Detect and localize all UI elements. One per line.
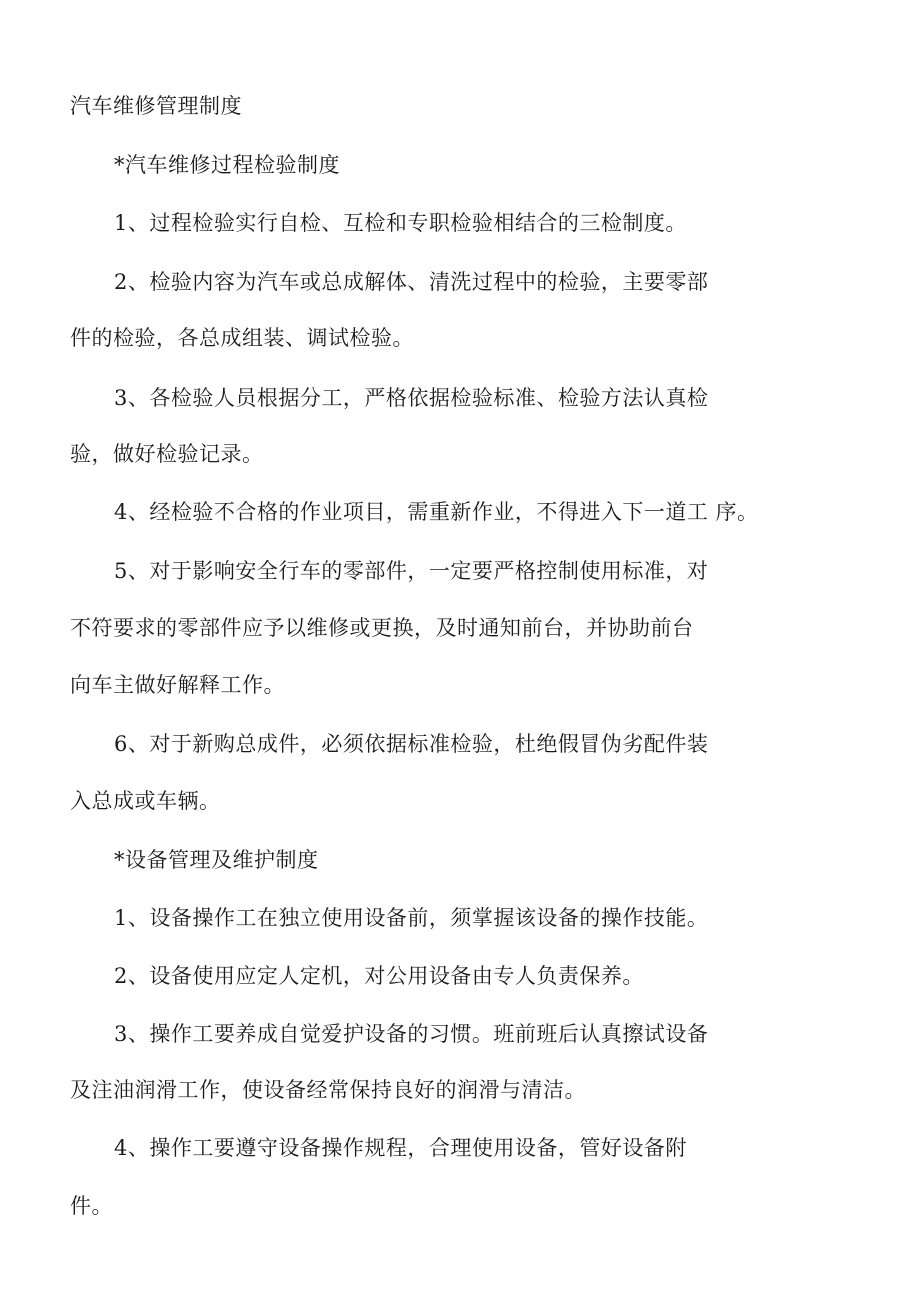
section-heading: *设备管理及维护制度 [114,848,319,872]
paragraph-line: 验，做好检验记录。 [70,442,264,466]
paragraph-line: 1、过程检验实行自检、互检和专职检验相结合的三检制度。 [114,211,687,235]
paragraph-line: 3、操作工要养成自觉爱护设备的习惯。班前班后认真擦试设备 [114,1022,709,1046]
paragraph-line: 2、检验内容为汽车或总成解体、清洗过程中的检验，主要零部 [114,270,709,294]
paragraph-line: 2、设备使用应定人定机，对公用设备由专人负责保养。 [114,964,644,988]
section-heading: *汽车维修过程检验制度 [114,153,340,177]
paragraph-line: 及注油润滑工作，使设备经常保持良好的润滑与清洁。 [70,1078,586,1102]
document-title: 汽车维修管理制度 [70,94,242,118]
paragraph-line: 件。 [70,1194,113,1218]
paragraph-line: 3、各检验人员根据分工，严格依据检验标准、检验方法认真检 [114,386,709,410]
paragraph-line: 6、对于新购总成件，必须依据标准检验，杜绝假冒伪劣配件装 [114,732,709,756]
paragraph-line: 4、经检验不合格的作业项目，需重新作业，不得进入下一道工 序。 [114,500,759,524]
paragraph-line: 4、操作工要遵守设备操作规程，合理使用设备，管好设备附 [114,1136,687,1160]
paragraph-line: 件的检验，各总成组装、调试检验。 [70,326,414,350]
paragraph-line: 1、设备操作工在独立使用设备前，须掌握该设备的操作技能。 [114,906,709,930]
paragraph-line: 向车主做好解释工作。 [70,673,285,697]
paragraph-line: 入总成或车辆。 [70,789,221,813]
paragraph-line: 5、对于影响安全行车的零部件，一定要严格控制使用标准，对 [114,559,709,583]
paragraph-line: 不符要求的零部件应予以维修或更换，及时通知前台，并协助前台 [70,616,694,640]
